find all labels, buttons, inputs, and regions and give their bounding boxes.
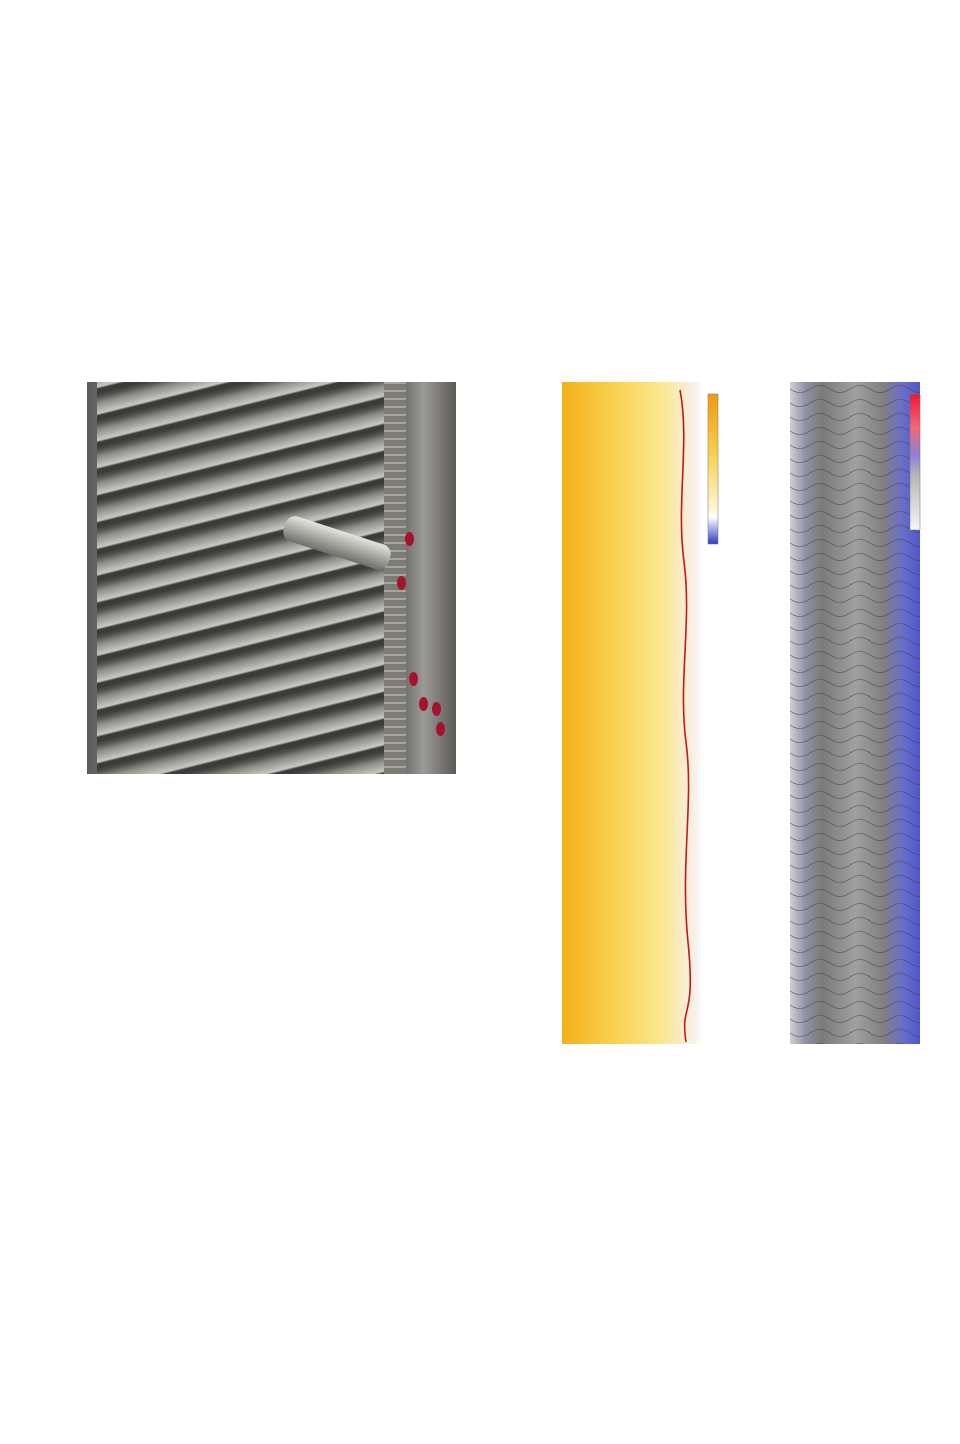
- gear-teeth: [97, 382, 397, 774]
- red-marker: [409, 672, 418, 686]
- paragraph-1: [66, 87, 955, 114]
- colorbar-a: [708, 394, 718, 544]
- gear-shaft: [402, 382, 456, 774]
- red-marker: [405, 532, 414, 546]
- watermark-line-1: [0, 0, 280, 150]
- contours-b: [790, 382, 920, 1044]
- red-marker: [397, 576, 406, 590]
- map-a: [562, 382, 702, 1044]
- paragraph-3: [66, 1365, 955, 1392]
- paragraph-2: [66, 1202, 955, 1229]
- gear-photo: [87, 382, 456, 774]
- watermark-line-3: [34, 0, 280, 55]
- red-marker: [436, 722, 445, 736]
- red-marker: [432, 702, 441, 716]
- red-marker: [419, 697, 428, 711]
- figure-3: [530, 382, 960, 1052]
- colorbar-b: [910, 394, 920, 530]
